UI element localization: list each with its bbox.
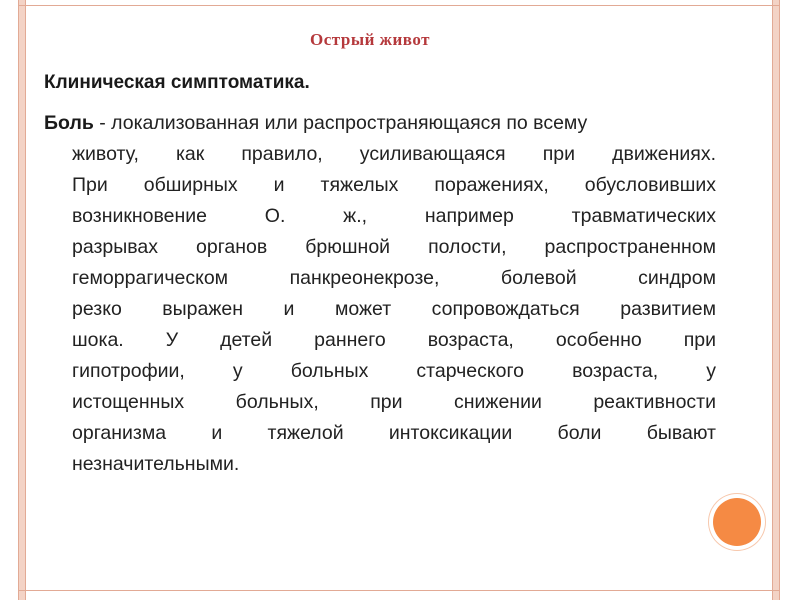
paragraph-line-7: резко выражен и может сопровождаться развитием [72,298,716,320]
paragraph-line-4: возникновение О. ж., например травматических [72,205,716,227]
orange-circle-decoration [713,498,761,546]
slide-subtitle: Клиническая симптоматика. [44,72,310,93]
paragraph-line-3: При обширных и тяжелых поражениях, обусловивших [72,174,716,196]
paragraph-line-8: шока. У детей раннего возраста, особенно при [72,329,716,351]
frame-left-border [18,0,26,600]
slide-title: Острый живот [310,30,430,49]
frame-bottom-line [18,590,780,591]
lead-word: Боль [44,112,94,134]
paragraph-line-11: организма и тяжелой интоксикации боли бывают [72,422,716,444]
paragraph-line-2: животу, как правило, усиливающаяся при движениях. [72,143,716,165]
paragraph-line-text: - локализованная или распространяющаяся по всему [93,112,588,134]
paragraph-line-1 [44,112,716,135]
frame-right-border [772,0,780,600]
frame-top-line [18,5,780,6]
paragraph-line-10: истощенных больных, при снижении реактивности [72,391,716,413]
paragraph-line-6: геморрагическом панкреонекрозе, болевой синдром [72,267,716,289]
paragraph-line-5: разрывах органов брюшной полости, распространенном [72,236,716,258]
paragraph-line-9: гипотрофии, у больных старческого возраста, у [72,360,716,382]
paragraph-line-12: незначительными. [72,453,240,475]
